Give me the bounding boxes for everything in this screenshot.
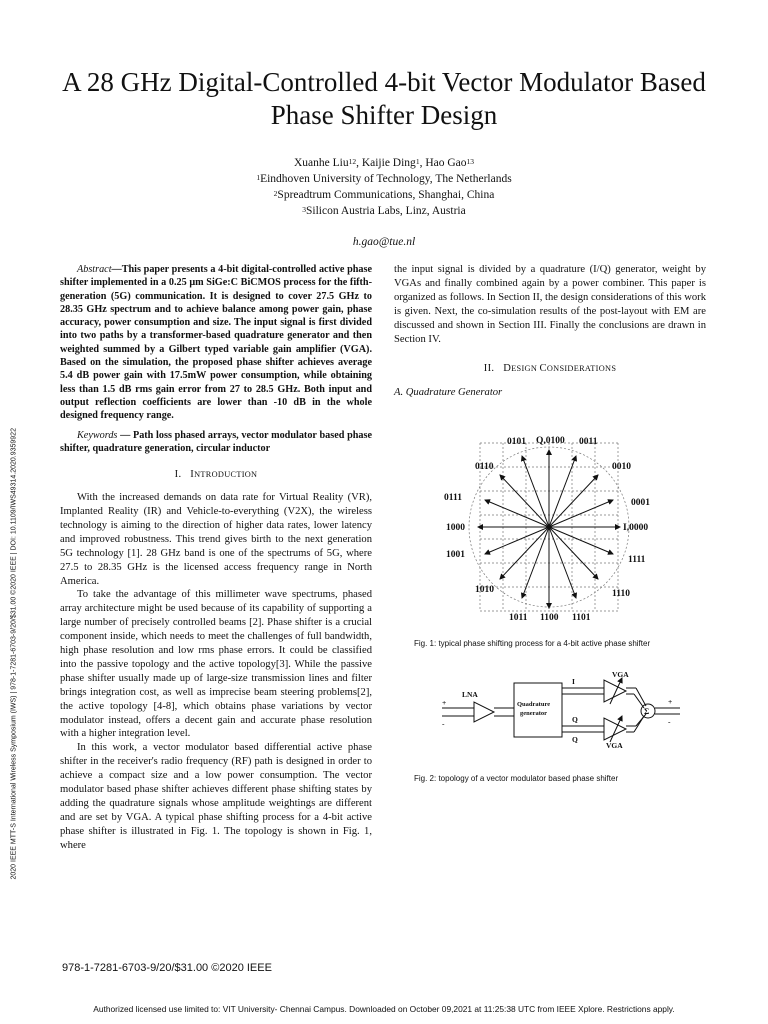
- constellation-code: 1010: [475, 585, 494, 595]
- copyright-notice: 978-1-7281-6703-9/20/$31.00 ©2020 IEEE: [62, 962, 272, 974]
- section-heading-design: II. DESIGN CONSIDERATIONS: [483, 363, 617, 375]
- figure-2-topology: [436, 664, 692, 758]
- q-signal-label: Q: [572, 735, 578, 744]
- i-signal-label: I: [572, 677, 575, 686]
- constellation-code: 1000: [446, 523, 465, 533]
- vga-label: VGA: [612, 670, 629, 679]
- constellation-i-label: I,0000: [623, 523, 649, 533]
- lna-label: LNA: [462, 690, 478, 699]
- constellation-code: 1011: [509, 613, 528, 623]
- author-name: Xuanhe Liu: [293, 157, 349, 169]
- figure-1-constellation: [420, 430, 690, 630]
- right-column: [394, 263, 706, 406]
- constellation-code: 0111: [444, 493, 462, 503]
- left-column: [60, 263, 372, 853]
- constellation-code: 0101: [507, 437, 526, 447]
- input-plus-label: +: [442, 698, 447, 707]
- quadrature-generator-label: generator: [520, 710, 548, 717]
- section-heading-introduction: I. INTRODUCTION: [174, 469, 258, 481]
- author-list: Xuanhe Liu$^{12}$, Kaijie Ding$^1$, Hao Gao$^{13}$: [293, 157, 475, 169]
- subsection-heading: A. Quadrature Generator: [394, 387, 503, 399]
- figure-2-caption: Fig. 2: topology of a vector modulator based phase shifter: [414, 774, 619, 783]
- output-plus-label: +: [668, 697, 673, 706]
- body-paragraph: the input signal is divided by a quadrature (I/Q) generator, weight by VGAs and finally combined again by a power combiner. This paper is organized as follows. In Section II, the design considerations of this work is given. Next, the co-simulation results of the post-layout with EM are discussed and shown in Section III. Finally the conclusions are drawn in Section IV.: [394, 264, 706, 345]
- paper-title: A 28 GHz Digital-Controlled 4-bit Vector Modulator Based Phase Shifter Design: [62, 67, 706, 130]
- body-paragraph: In this work, a vector modulator based differential active phase shifter in the receiver's radio frequency (RF) path is designed in order to achieve a compact size and a low power consumption. The vector modulator based phase shifter achieves different phase shifting states by adding the quadrature signals whose amplitude weightings are different and are set by VGA. A typical phase shifting process for a 4-bit active phase shifter is illustrated in Fig. 1. The topology is shown in Fig. 1, where: [60, 742, 372, 851]
- license-footer: Authorized licensed use limited to: VIT University- Chennai Campus. Downloaded on October 09,2021 at 11:25:38 UTC from IEEE Xplore. Restrictions apply.: [93, 1004, 675, 1014]
- author-email: h.gao@tue.nl: [352, 236, 416, 248]
- body-paragraph: To take the advantage of this millimeter wave spectrums, phased array architecture might be used because of its capability of supporting a large number of precisely controlled beams [2]. Phase shifter is a crucial component inside, which needs to meet the challenges of full bandwidth, high phase resolution and low rms phase errors. It could be classified into the passive topology and the active topology[3]. While the passive phase shifter usually made up of large-size transmission lines and filter brings integration cost, as well as imprecise beam steering problems[2], the active topology [4-8], which obtains phase variations by vector modulator instead, offers a decent gain and accurate phase resolution with a higher integration level.: [60, 589, 372, 740]
- constellation-code: 0010: [612, 462, 631, 472]
- q-signal-label: Q: [572, 715, 578, 724]
- body-paragraph: With the increased demands on data rate for Virtual Reality (VR), Implanted Reality (IR) and Vehicle-to-everything (V2X), the wireless technology is aiming to the direction of higher data rates, lower latency and improved robustness. This trend gives birth to the next generation 5G technology [1]. 28 GHz band is one of the spectrums of 5G, where 27.5 to 28.35 GHz is the licensed access frequency range in North America.: [60, 492, 372, 587]
- constellation-code: 1001: [446, 550, 465, 560]
- output-minus-label: -: [668, 717, 671, 726]
- constellation-code: 0011: [579, 437, 598, 447]
- author-name: Kaijie Ding: [361, 157, 416, 169]
- keywords: Keywords — Path loss phased arrays, vector modulator based phase shifter, quadrature generation, circular inductor: [60, 429, 372, 454]
- side-doi-banner: 2020 IEEE MTT-S International Wireless Symposium (IWS) | 978-1-7281-6703-9/20/$31.00 ©2020 IEEE | DOI: 10.1109/IWS49314.2020.9359922: [10, 428, 18, 880]
- author-name: Hao Gao: [425, 157, 467, 169]
- affiliation: $^3$Silicon Austria Labs, Linz, Austria: [302, 205, 466, 217]
- constellation-code: 1110: [612, 589, 630, 599]
- abstract: Abstract—This paper presents a 4-bit digital-controlled active phase shifter implemented in a 0.25 μm SiGe:C BiCMOS process for the fifth-generation (5G) communication. It is designed to cover 27.5 GHz to 28.35 GHz spectrum and to achieve balance among power gain, phase accuracy, power consumption and size. The input signal is first divided into two paths by a transformer-based quadrature generator and then weighted summed by a Gilbert typed variable gain amplifier (VGA). Based on the simulation, the proposed phase shifter achieves average 5.4 dB power gain with 17.5mW power consumption, while obtaining less than 1.5 dB rms gain error from 27 to 28.5 GHz. Both input and output reflection coefficients are lower than -10 dB in the whole designed frequency range.: [60, 264, 372, 422]
- input-minus-label: -: [442, 719, 445, 728]
- affiliation: $^1$Eindhoven University of Technology, The Netherlands: [256, 173, 512, 185]
- quadrature-generator-label: Quadrature: [517, 701, 551, 708]
- vga-label: VGA: [606, 741, 623, 750]
- constellation-code: 1111: [628, 555, 646, 565]
- constellation-code: 0110: [475, 462, 494, 472]
- figure-1-caption: Fig. 1: typical phase shifting process for a 4-bit active phase shifter: [414, 639, 651, 648]
- affiliation: $^2$Spreadtrum Communications, Shanghai, China: [273, 189, 495, 201]
- constellation-code: 0001: [631, 498, 650, 508]
- summing-node-label: Σ: [644, 707, 650, 716]
- constellation-code: 1101: [572, 613, 591, 623]
- constellation-q-label: Q,0100: [536, 436, 565, 446]
- constellation-code: 1100: [540, 613, 559, 623]
